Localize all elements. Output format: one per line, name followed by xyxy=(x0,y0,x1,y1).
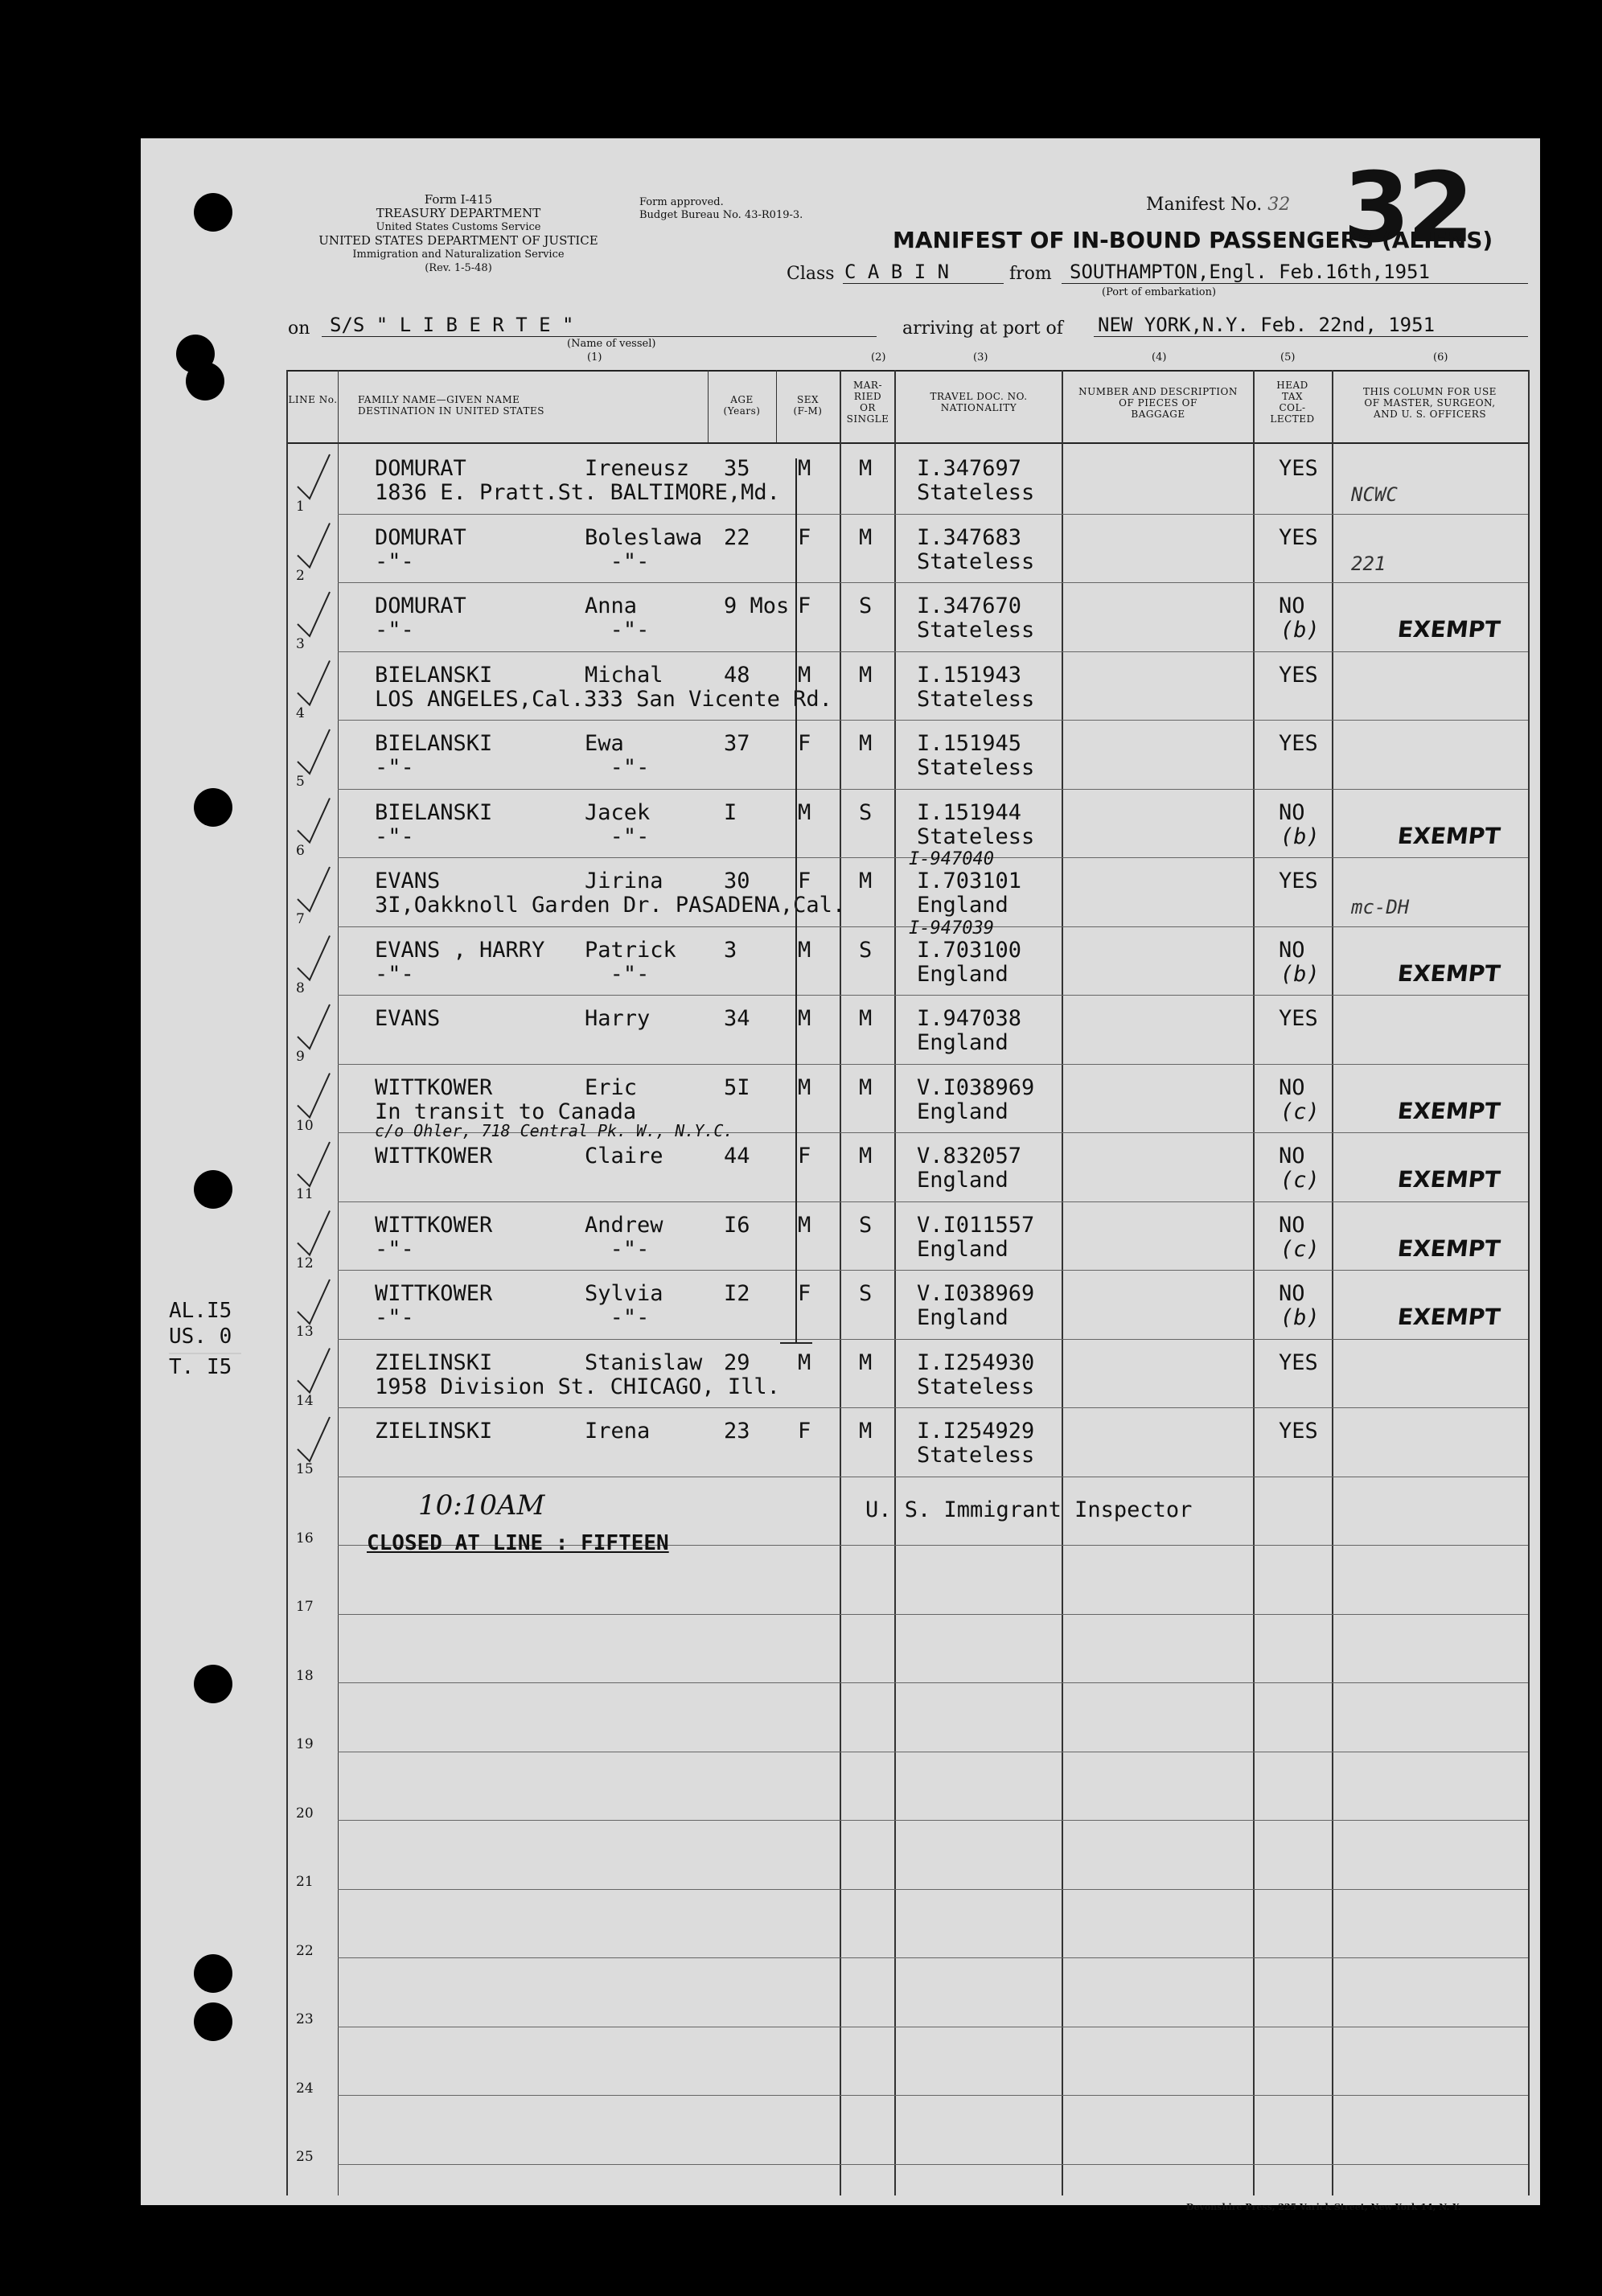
travel-doc-no: I.703101 xyxy=(917,869,1022,893)
col-header-sex: SEX (F-M) xyxy=(793,394,823,417)
age: I2 xyxy=(724,1281,750,1306)
nationality: Stateless xyxy=(917,686,1035,712)
line-number: 11 xyxy=(296,1186,314,1202)
family-name: BIELANSKI xyxy=(375,731,493,756)
check-mark xyxy=(298,1279,330,1324)
exempt-stamp: EXEMPT xyxy=(1396,1097,1502,1124)
line-number: 3 xyxy=(296,636,305,652)
sex: F xyxy=(798,1281,811,1306)
family-name: BIELANSKI xyxy=(375,799,493,825)
head-tax-class: (b) xyxy=(1280,618,1320,643)
col-header-baggage: NUMBER AND DESCRIPTION OF PIECES OF BAGGAGE xyxy=(1078,386,1238,420)
marital-status: M xyxy=(859,1419,873,1444)
line-number: 22 xyxy=(296,1942,314,1959)
justice-dept: UNITED STATES DEPARTMENT OF JUSTICE xyxy=(318,233,598,248)
check-mark xyxy=(298,592,330,636)
manifest-number-stamp: 32 xyxy=(1343,153,1471,265)
age: 22 xyxy=(724,524,750,550)
sex: F xyxy=(798,524,811,550)
nationality: England xyxy=(917,893,1008,918)
printer-footer: Devonshire Press, 225 Varick Street, New York 14, N. Y. xyxy=(1186,2202,1461,2212)
head-tax-class: (c) xyxy=(1280,1099,1320,1124)
from-label: from xyxy=(1009,264,1052,284)
sex: M xyxy=(798,1349,811,1375)
marital-status: M xyxy=(859,1006,873,1031)
check-mark xyxy=(298,1142,330,1186)
vessel-note: (Name of vessel) xyxy=(567,338,656,350)
given-name: Sylvia xyxy=(585,1281,663,1306)
age: 35 xyxy=(724,456,750,481)
sex: M xyxy=(798,1212,811,1238)
given-name: Harry xyxy=(585,1006,651,1031)
exempt-stamp: EXEMPT xyxy=(1396,1166,1502,1193)
family-name: WITTKOWER xyxy=(375,1074,493,1100)
marital-status: S xyxy=(859,937,873,963)
age: I6 xyxy=(724,1212,750,1238)
nationality: England xyxy=(917,961,1008,987)
sex: M xyxy=(798,662,811,688)
travel-doc-no: V.I038969 xyxy=(917,1281,1035,1306)
exempt-stamp: EXEMPT xyxy=(1396,1234,1502,1262)
head-tax: YES xyxy=(1279,731,1318,756)
col-num-5: (5) xyxy=(1280,351,1296,363)
check-mark xyxy=(298,454,330,499)
family-name: WITTKOWER xyxy=(375,1281,493,1306)
check-mark xyxy=(298,1211,330,1255)
exempt-stamp: EXEMPT xyxy=(1396,1304,1502,1330)
line-number: 7 xyxy=(296,911,305,927)
check-mark xyxy=(298,867,330,911)
head-tax: YES xyxy=(1279,1006,1318,1031)
line-number: 2 xyxy=(296,567,305,584)
line-number: 17 xyxy=(296,1599,314,1615)
line-number: 25 xyxy=(296,2149,314,2165)
exempt-stamp: EXEMPT xyxy=(1396,822,1502,849)
col-num-6: (6) xyxy=(1433,351,1448,363)
officer-note: NCWC xyxy=(1351,483,1398,506)
col-header-travel-doc: TRAVEL DOC. NO. NATIONALITY xyxy=(930,391,1028,413)
destination: -"- -"- xyxy=(375,1305,650,1330)
travel-doc-no: I.I254929 xyxy=(917,1419,1035,1444)
sex: M xyxy=(798,1006,811,1031)
head-tax: NO xyxy=(1279,1281,1305,1306)
marital-status: S xyxy=(859,1281,873,1306)
nationality: Stateless xyxy=(917,548,1035,574)
age: 44 xyxy=(724,1144,750,1169)
marital-status: M xyxy=(859,524,873,550)
head-tax: NO xyxy=(1279,799,1305,825)
nationality: England xyxy=(917,1099,1008,1124)
destination: -"- -"- xyxy=(375,961,650,987)
closed-at-line: CLOSED AT LINE : FIFTEEN xyxy=(367,1531,669,1555)
nationality: Stateless xyxy=(917,755,1035,780)
check-mark xyxy=(298,524,330,568)
destination: -"- -"- xyxy=(375,824,650,849)
arriving-label: arriving at port of xyxy=(902,318,1063,339)
travel-doc-no: V.I038969 xyxy=(917,1074,1035,1100)
line-number: 19 xyxy=(296,1736,314,1752)
given-name: Boleslawa xyxy=(585,524,703,550)
form-approved: Form approved. xyxy=(639,196,724,208)
head-tax: NO xyxy=(1279,937,1305,963)
head-tax: YES xyxy=(1279,524,1318,550)
head-tax: YES xyxy=(1279,662,1318,688)
check-mark xyxy=(298,1074,330,1118)
line-number: 10 xyxy=(296,1117,314,1134)
line-number: 20 xyxy=(296,1805,314,1822)
travel-doc-no: I.151943 xyxy=(917,662,1022,688)
travel-doc-no: V.I011557 xyxy=(917,1212,1035,1238)
sex: M xyxy=(798,456,811,481)
destination: -"- -"- xyxy=(375,618,650,643)
given-name: Patrick xyxy=(585,937,676,963)
class-label: Class xyxy=(787,264,835,284)
head-tax-class: (b) xyxy=(1280,824,1320,849)
sex: F xyxy=(798,1419,811,1444)
col-header-age: AGE (Years) xyxy=(723,394,761,417)
age: 9 Mos xyxy=(724,594,790,618)
given-name: Jirina xyxy=(585,869,663,893)
given-name: Stanislaw xyxy=(585,1349,703,1375)
check-mark xyxy=(298,1349,330,1393)
forwarding-address: c/o Ohler, 718 Central Pk. W., N.Y.C. xyxy=(375,1120,733,1140)
age: 29 xyxy=(724,1349,750,1375)
sex: M xyxy=(798,799,811,825)
exempt-stamp: EXEMPT xyxy=(1396,959,1502,987)
age: 48 xyxy=(724,662,750,688)
destination: 1958 Division St. CHICAGO, Ill. xyxy=(375,1374,780,1399)
sex: F xyxy=(798,1144,811,1169)
family-name: EVANS xyxy=(375,1006,441,1031)
col-num-2: (2) xyxy=(871,351,886,363)
line-number: 24 xyxy=(296,2080,314,2097)
family-name: DOMURAT xyxy=(375,594,466,618)
head-tax: YES xyxy=(1279,1419,1318,1444)
head-tax-class: (b) xyxy=(1280,1305,1320,1330)
head-tax-class: (b) xyxy=(1280,961,1320,987)
check-mark xyxy=(298,799,330,843)
head-tax: NO xyxy=(1279,1074,1305,1100)
marital-status: M xyxy=(859,456,873,481)
line-number: 14 xyxy=(296,1392,314,1409)
manifest-title: MANIFEST OF IN-BOUND PASSENGERS (ALIENS) xyxy=(893,227,1493,253)
nationality: Stateless xyxy=(917,618,1035,643)
head-tax: YES xyxy=(1279,869,1318,893)
given-name: Eric xyxy=(585,1074,638,1100)
col-header-line: LINE No. xyxy=(288,394,338,405)
nationality: Stateless xyxy=(917,824,1035,849)
inspector-title: U. S. Immigrant Inspector xyxy=(865,1497,1193,1522)
given-name: Michal xyxy=(585,662,663,688)
customs-service: United States Customs Service xyxy=(376,221,541,233)
nationality: England xyxy=(917,1305,1008,1330)
line-number: 16 xyxy=(296,1530,314,1546)
age: 37 xyxy=(724,731,750,756)
family-name: ZIELINSKI xyxy=(375,1349,493,1375)
given-name: Irena xyxy=(585,1419,651,1444)
travel-doc-no: I.703100 xyxy=(917,937,1022,963)
family-name: DOMURAT xyxy=(375,524,466,550)
line-number: 1 xyxy=(296,499,305,515)
treasury-dept: TREASURY DEPARTMENT xyxy=(376,206,541,220)
family-name: DOMURAT xyxy=(375,456,466,481)
nationality: Stateless xyxy=(917,480,1035,505)
line-number: 6 xyxy=(296,842,305,859)
line-number: 9 xyxy=(296,1049,305,1065)
travel-doc-no: I.947038 xyxy=(917,1006,1022,1031)
travel-doc-no: V.832057 xyxy=(917,1144,1022,1169)
embarkation-port: SOUTHAMPTON,Engl. Feb.16th,1951 xyxy=(1070,261,1430,283)
destination: 3I,Oakknoll Garden Dr. PASADENA,Cal. xyxy=(375,893,846,918)
head-tax: YES xyxy=(1279,456,1318,481)
total-us: US. 0 xyxy=(169,1325,232,1349)
destination: -"- -"- xyxy=(375,548,650,574)
travel-doc-no: I.151944 xyxy=(917,799,1022,825)
family-name: BIELANSKI xyxy=(375,662,493,688)
travel-doc-no: I.347697 xyxy=(917,456,1022,481)
check-mark xyxy=(298,936,330,980)
marital-status: S xyxy=(859,594,873,618)
travel-doc-no: I.347683 xyxy=(917,524,1022,550)
marital-status: M xyxy=(859,1349,873,1375)
check-mark xyxy=(298,1417,330,1461)
manifest-no: 32 xyxy=(1267,195,1291,215)
ins-service: Immigration and Naturalization Service xyxy=(352,248,565,261)
age: I xyxy=(724,799,737,825)
arrival-port: NEW YORK,N.Y. Feb. 22nd, 1951 xyxy=(1098,314,1436,336)
marital-status: M xyxy=(859,1144,873,1169)
nationality: England xyxy=(917,1168,1008,1193)
given-name: Ewa xyxy=(585,731,624,756)
doc-correction: I-947040 xyxy=(909,849,994,869)
sex: F xyxy=(798,731,811,756)
col-header-name: FAMILY NAME—GIVEN NAME DESTINATION IN UNITED STATES xyxy=(358,394,544,417)
destination: -"- -"- xyxy=(375,1236,650,1262)
family-name: EVANS xyxy=(375,869,441,893)
marital-status: M xyxy=(859,662,873,688)
travel-doc-no: I.347670 xyxy=(917,594,1022,618)
embarkation-note: (Port of embarkation) xyxy=(1102,286,1217,298)
marital-status: M xyxy=(859,731,873,756)
total-all: T. I5 xyxy=(169,1353,241,1380)
age: 23 xyxy=(724,1419,750,1444)
head-tax-class: (c) xyxy=(1280,1168,1320,1193)
officer-note: 221 xyxy=(1351,552,1386,575)
exempt-stamp: EXEMPT xyxy=(1396,616,1502,643)
destination: In transit to Canada xyxy=(375,1099,637,1124)
check-mark xyxy=(298,1004,330,1049)
form-number: Form I-415 xyxy=(424,192,493,207)
given-name: Claire xyxy=(585,1144,663,1169)
form-revision: (Rev. 1-5-48) xyxy=(425,262,492,274)
doc-correction: I-947039 xyxy=(909,918,994,939)
line-number: 12 xyxy=(296,1255,314,1271)
travel-doc-no: I.151945 xyxy=(917,731,1022,756)
marital-status: M xyxy=(859,869,873,893)
marital-status: M xyxy=(859,1074,873,1100)
marital-status: S xyxy=(859,799,873,825)
nationality: Stateless xyxy=(917,1443,1035,1468)
total-aliens: AL.I5 xyxy=(169,1299,232,1323)
sex: F xyxy=(798,869,811,893)
check-mark xyxy=(298,729,330,774)
line-number: 4 xyxy=(296,704,305,721)
family-name: EVANS , HARRY xyxy=(375,937,545,963)
family-name: ZIELINSKI xyxy=(375,1419,493,1444)
col-num-4: (4) xyxy=(1152,351,1167,363)
head-tax-class: (c) xyxy=(1280,1236,1320,1262)
destination: LOS ANGELES,Cal.333 San Vicente Rd. xyxy=(375,686,832,712)
head-tax: NO xyxy=(1279,594,1305,618)
line-number: 23 xyxy=(296,2011,314,2027)
col-num-3: (3) xyxy=(973,351,988,363)
nationality: England xyxy=(917,1236,1008,1262)
head-tax: YES xyxy=(1279,1349,1318,1375)
head-tax: NO xyxy=(1279,1144,1305,1169)
nationality: England xyxy=(917,1030,1008,1055)
nationality: Stateless xyxy=(917,1374,1035,1399)
vessel-col-num: (1) xyxy=(587,351,602,363)
travel-doc-no: I.I254930 xyxy=(917,1349,1035,1375)
col-header-officers: THIS COLUMN FOR USE OF MASTER, SURGEON, AND U. S. OFFICERS xyxy=(1363,386,1497,420)
sex: M xyxy=(798,937,811,963)
family-name: WITTKOWER xyxy=(375,1212,493,1238)
line-number: 18 xyxy=(296,1667,314,1684)
officer-note: mc-DH xyxy=(1351,896,1410,918)
budget-bureau: Budget Bureau No. 43-R019-3. xyxy=(639,209,803,221)
closing-time-note: 10:10AM xyxy=(418,1489,545,1522)
sex: F xyxy=(798,594,811,618)
given-name: Jacek xyxy=(585,799,651,825)
family-name: WITTKOWER xyxy=(375,1144,493,1169)
age: 3 xyxy=(724,937,737,963)
on-label: on xyxy=(288,318,310,339)
check-mark xyxy=(298,661,330,705)
manifest-label: Manifest No. xyxy=(1146,195,1263,215)
line-number: 13 xyxy=(296,1324,314,1340)
line-number: 15 xyxy=(296,1461,314,1477)
line-number: 8 xyxy=(296,980,305,996)
given-name: Andrew xyxy=(585,1212,663,1238)
given-name: Ireneusz xyxy=(585,456,690,481)
head-tax: NO xyxy=(1279,1212,1305,1238)
col-header-married: MAR- RIED OR SINGLE xyxy=(846,380,889,425)
sex: M xyxy=(798,1074,811,1100)
col-header-head-tax: HEAD TAX COL- LECTED xyxy=(1270,380,1315,425)
line-number: 5 xyxy=(296,774,305,790)
marital-status: S xyxy=(859,1212,873,1238)
destination: -"- -"- xyxy=(375,755,650,780)
destination: 1836 E. Pratt.St. BALTIMORE,Md. xyxy=(375,480,780,505)
line-number: 21 xyxy=(296,1874,314,1890)
vessel-name: S/S " L I B E R T E " xyxy=(330,314,574,336)
given-name: Anna xyxy=(585,594,638,618)
age: 30 xyxy=(724,869,750,893)
age: 5I xyxy=(724,1074,750,1100)
age: 34 xyxy=(724,1006,750,1031)
class-value: C A B I N xyxy=(844,261,950,283)
